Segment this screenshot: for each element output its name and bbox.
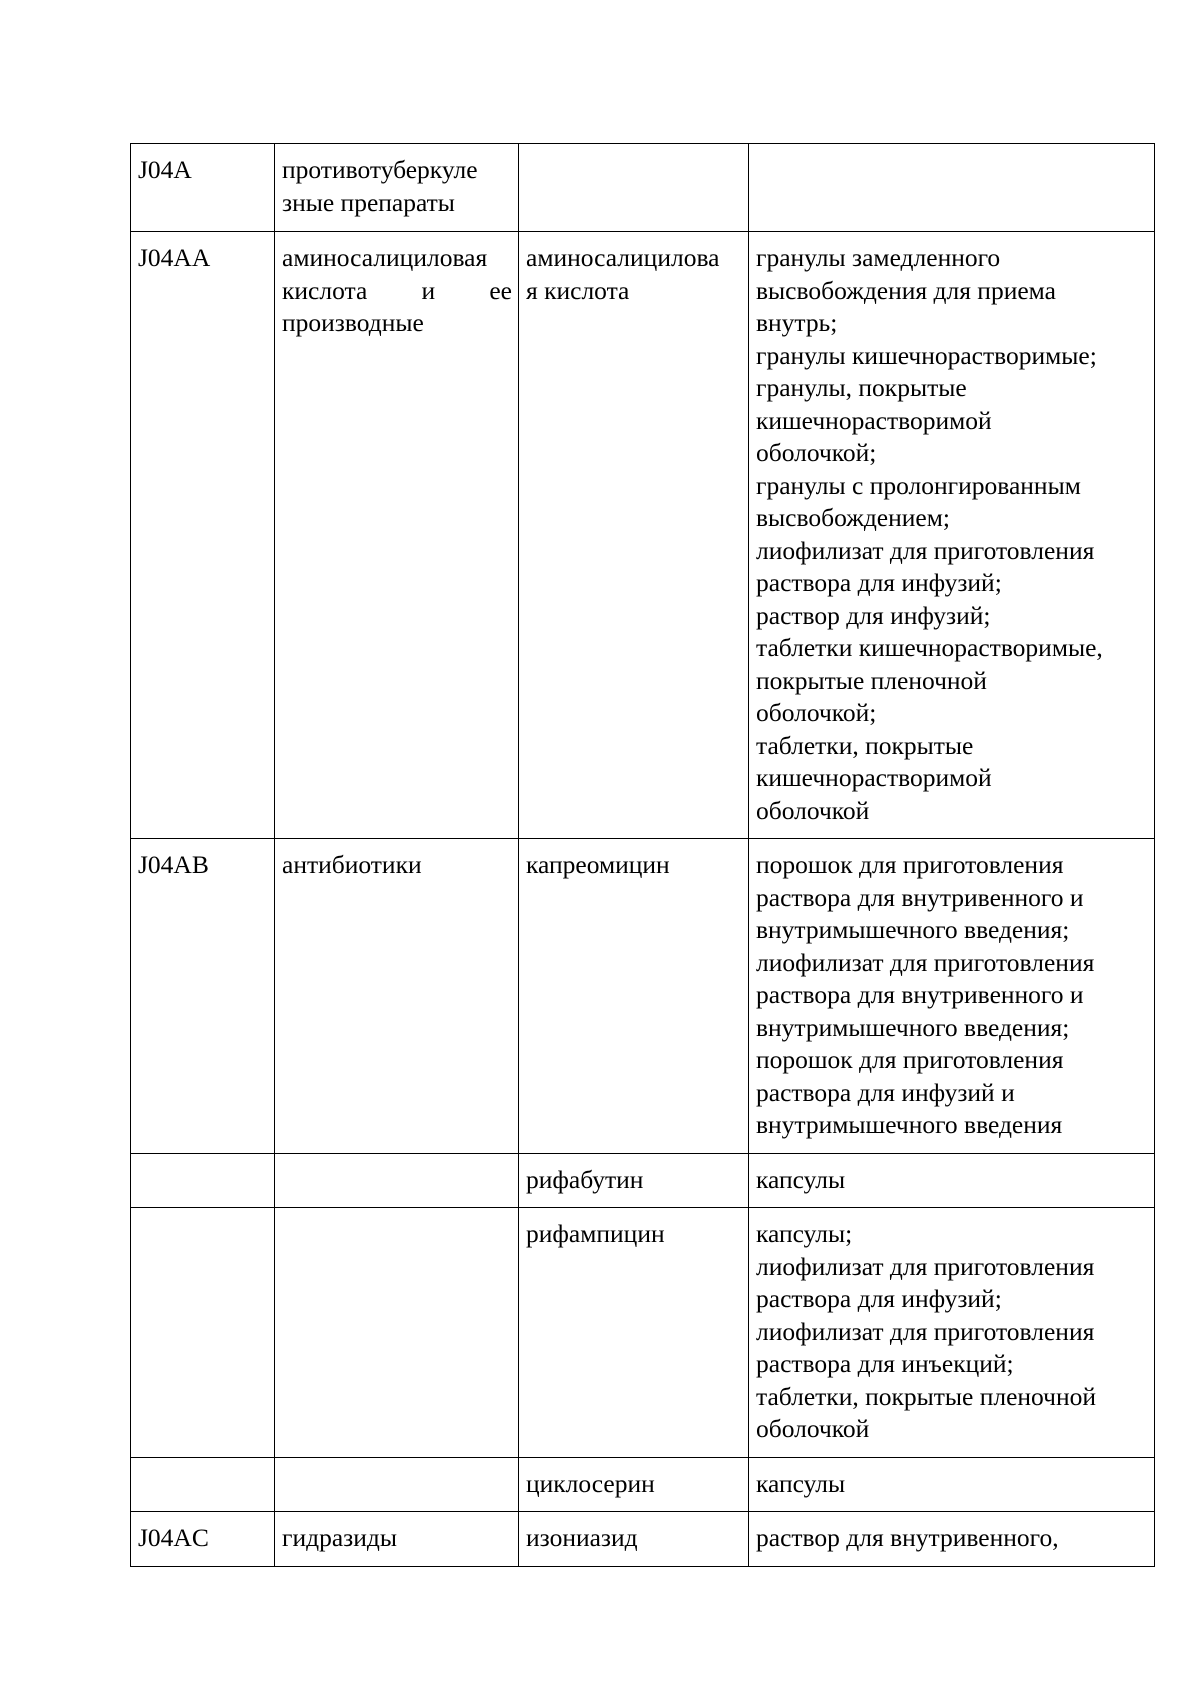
drug-name: изониазид [526, 1523, 638, 1552]
table-row [131, 1512, 1155, 1567]
dosage-forms-cell [749, 1457, 1155, 1512]
dosage-form-line: раствор для внутривенного, [756, 1523, 1059, 1552]
group-word: кислота [282, 275, 368, 305]
dosage-form-line: таблетки, покрытые пленочной [756, 1381, 1097, 1411]
atc-code-cell [131, 232, 275, 839]
table-row [131, 1153, 1155, 1208]
drug-name-cell [519, 1208, 749, 1458]
atc-code: J04AA [138, 243, 211, 272]
dosage-form-line: раствор для инфузий; [756, 600, 991, 630]
drug-name-cell [519, 144, 749, 232]
dosage-form-line: раствора для инфузий и [756, 1077, 1015, 1107]
group-cell [275, 839, 519, 1154]
dosage-forms-cell [749, 232, 1155, 839]
dosage-form-line: раствора для инъекций; [756, 1349, 1014, 1378]
group-text: аминосалициловая [282, 243, 488, 272]
drug-name: циклосерин [526, 1468, 655, 1498]
drug-name-cell [519, 1153, 749, 1208]
dosage-form-line: раствора для внутривенного и [756, 980, 1084, 1009]
dosage-form-line: кишечнорастворимой [756, 405, 992, 435]
drug-name: рифабутин [526, 1164, 644, 1194]
dosage-form-line: порошок для приготовления [756, 850, 1064, 879]
dosage-form-line: высвобождением; [756, 503, 950, 532]
group-cell [275, 1512, 519, 1567]
dosage-form-line: капсулы; [756, 1219, 853, 1248]
dosage-form-line: таблетки, покрытые [756, 730, 974, 760]
dosage-form-line: порошок для приготовления [756, 1045, 1064, 1074]
drug-name-cell [519, 232, 749, 839]
dosage-form-line: кишечнорастворимой [756, 763, 992, 792]
dosage-form-line: капсулы [756, 1164, 846, 1194]
atc-code-cell [131, 1457, 275, 1512]
atc-code-cell [131, 144, 275, 232]
dosage-form-line: оболочкой [756, 795, 870, 825]
atc-code-cell [131, 839, 275, 1154]
dosage-form-line: внутримышечного введения; [756, 1012, 1070, 1042]
drug-name: аминосалицилова [526, 243, 720, 272]
group-text: производные [282, 308, 424, 337]
dosage-form-line: раствора для внутривенного и [756, 882, 1084, 912]
group-text: гидразиды [282, 1523, 397, 1552]
dosage-form-line: внутримышечного введения [756, 1110, 1063, 1139]
dosage-form-line: гранулы с пролонгированным [756, 470, 1081, 500]
group-cell [275, 144, 519, 232]
group-text: антибиотики [282, 850, 422, 879]
group-cell [275, 1457, 519, 1512]
group-cell [275, 1153, 519, 1208]
dosage-form-line: раствора для инфузий; [756, 568, 1002, 597]
group-cell [275, 1208, 519, 1458]
atc-code-cell [131, 1208, 275, 1458]
atc-code: J04AC [138, 1523, 209, 1552]
drug-name-cell [519, 1512, 749, 1567]
dosage-forms-cell [749, 1512, 1155, 1567]
dosage-form-line: капсулы [756, 1468, 846, 1498]
dosage-form-line: покрытые пленочной [756, 665, 987, 695]
atc-code-cell [131, 1153, 275, 1208]
dosage-form-line: лиофилизат для приготовления [756, 1251, 1095, 1281]
medication-table [130, 143, 1155, 1567]
dosage-form-line: оболочкой [756, 1414, 870, 1443]
drug-name: капреомицин [526, 850, 670, 879]
atc-code: J04A [138, 155, 192, 184]
dosage-forms-cell [749, 144, 1155, 232]
table-row [131, 232, 1155, 839]
dosage-forms-cell [749, 1153, 1155, 1208]
dosage-form-line: внутрь; [756, 308, 838, 337]
table-row [131, 144, 1155, 232]
dosage-form-line: лиофилизат для приготовления [756, 947, 1095, 977]
dosage-form-line: гранулы замедленного [756, 243, 1001, 272]
dosage-form-line: лиофилизат для приготовления [756, 535, 1095, 565]
drug-name: я кислота [526, 275, 630, 305]
group-word: ее [489, 275, 512, 305]
group-cell [275, 232, 519, 839]
dosage-form-line: таблетки кишечнорастворимые, [756, 633, 1103, 662]
dosage-forms-cell [749, 1208, 1155, 1458]
dosage-form-line: оболочкой; [756, 698, 877, 727]
table-row [131, 1457, 1155, 1512]
drug-name: рифампицин [526, 1219, 665, 1248]
drug-name-cell [519, 839, 749, 1154]
dosage-form-line: лиофилизат для приготовления [756, 1316, 1095, 1346]
drug-name-cell [519, 1457, 749, 1512]
dosage-form-line: внутримышечного введения; [756, 915, 1070, 944]
table-row [131, 839, 1155, 1154]
table-row [131, 1208, 1155, 1458]
dosage-form-line: гранулы кишечнорастворимые; [756, 340, 1097, 370]
atc-code-cell [131, 1512, 275, 1567]
dosage-form-line: оболочкой; [756, 438, 877, 467]
dosage-form-line: раствора для инфузий; [756, 1284, 1002, 1313]
dosage-form-line: гранулы, покрытые [756, 373, 967, 402]
group-text: зные препараты [282, 187, 455, 217]
group-text-justified [282, 275, 512, 308]
dosage-form-line: высвобождения для приема [756, 275, 1056, 305]
group-word: и [421, 275, 436, 305]
dosage-forms-cell [749, 839, 1155, 1154]
atc-code: J04AB [138, 850, 209, 879]
group-text: противотуберкуле [282, 155, 478, 184]
